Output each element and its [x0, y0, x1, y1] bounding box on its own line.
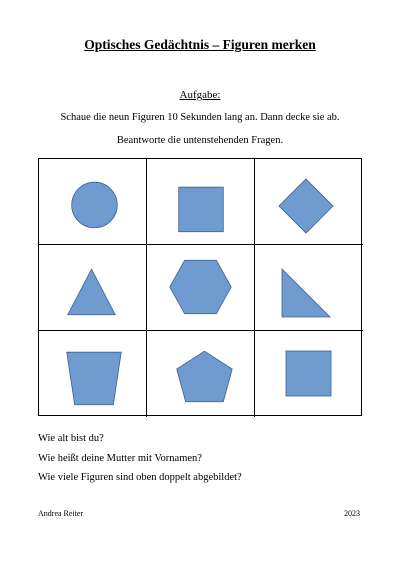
- grid-cell-9: [255, 331, 363, 417]
- circle-shape: [39, 159, 146, 245]
- grid-cell-7: [39, 331, 147, 417]
- worksheet-title: Optisches Gedächtnis – Figuren merken: [84, 37, 316, 52]
- task-heading: Aufgabe:: [179, 89, 221, 101]
- task-instruction-line-2: Beantworte die untenstehenden Fragen.: [116, 135, 284, 146]
- question-2: Wie heißt deine Mutter mit Vornamen?: [38, 453, 202, 464]
- square-shape: [147, 159, 254, 245]
- task-instruction-line-1: Schaue die neun Figuren 10 Sekunden lang an. Dann decke sie ab.: [60, 112, 340, 123]
- right-triangle-shape: [255, 245, 363, 331]
- footer-author: Andrea Reiter: [38, 509, 84, 518]
- grid-cell-5: [147, 245, 255, 331]
- square-shape: [255, 331, 363, 417]
- question-1: Wie alt bist du?: [38, 433, 104, 444]
- question-3: Wie viele Figuren sind oben doppelt abgebildet?: [38, 472, 242, 483]
- diamond-shape: [255, 159, 363, 245]
- pentagon-shape: [147, 331, 254, 417]
- footer-year: 2023: [344, 509, 360, 518]
- figure-grid: [38, 158, 362, 416]
- grid-cell-8: [147, 331, 255, 417]
- trapezoid-shape: [39, 331, 146, 417]
- hexagon-shape: [147, 245, 254, 331]
- grid-cell-2: [147, 159, 255, 245]
- triangle-shape: [39, 245, 146, 331]
- grid-cell-3: [255, 159, 363, 245]
- grid-cell-4: [39, 245, 147, 331]
- grid-cell-6: [255, 245, 363, 331]
- grid-cell-1: [39, 159, 147, 245]
